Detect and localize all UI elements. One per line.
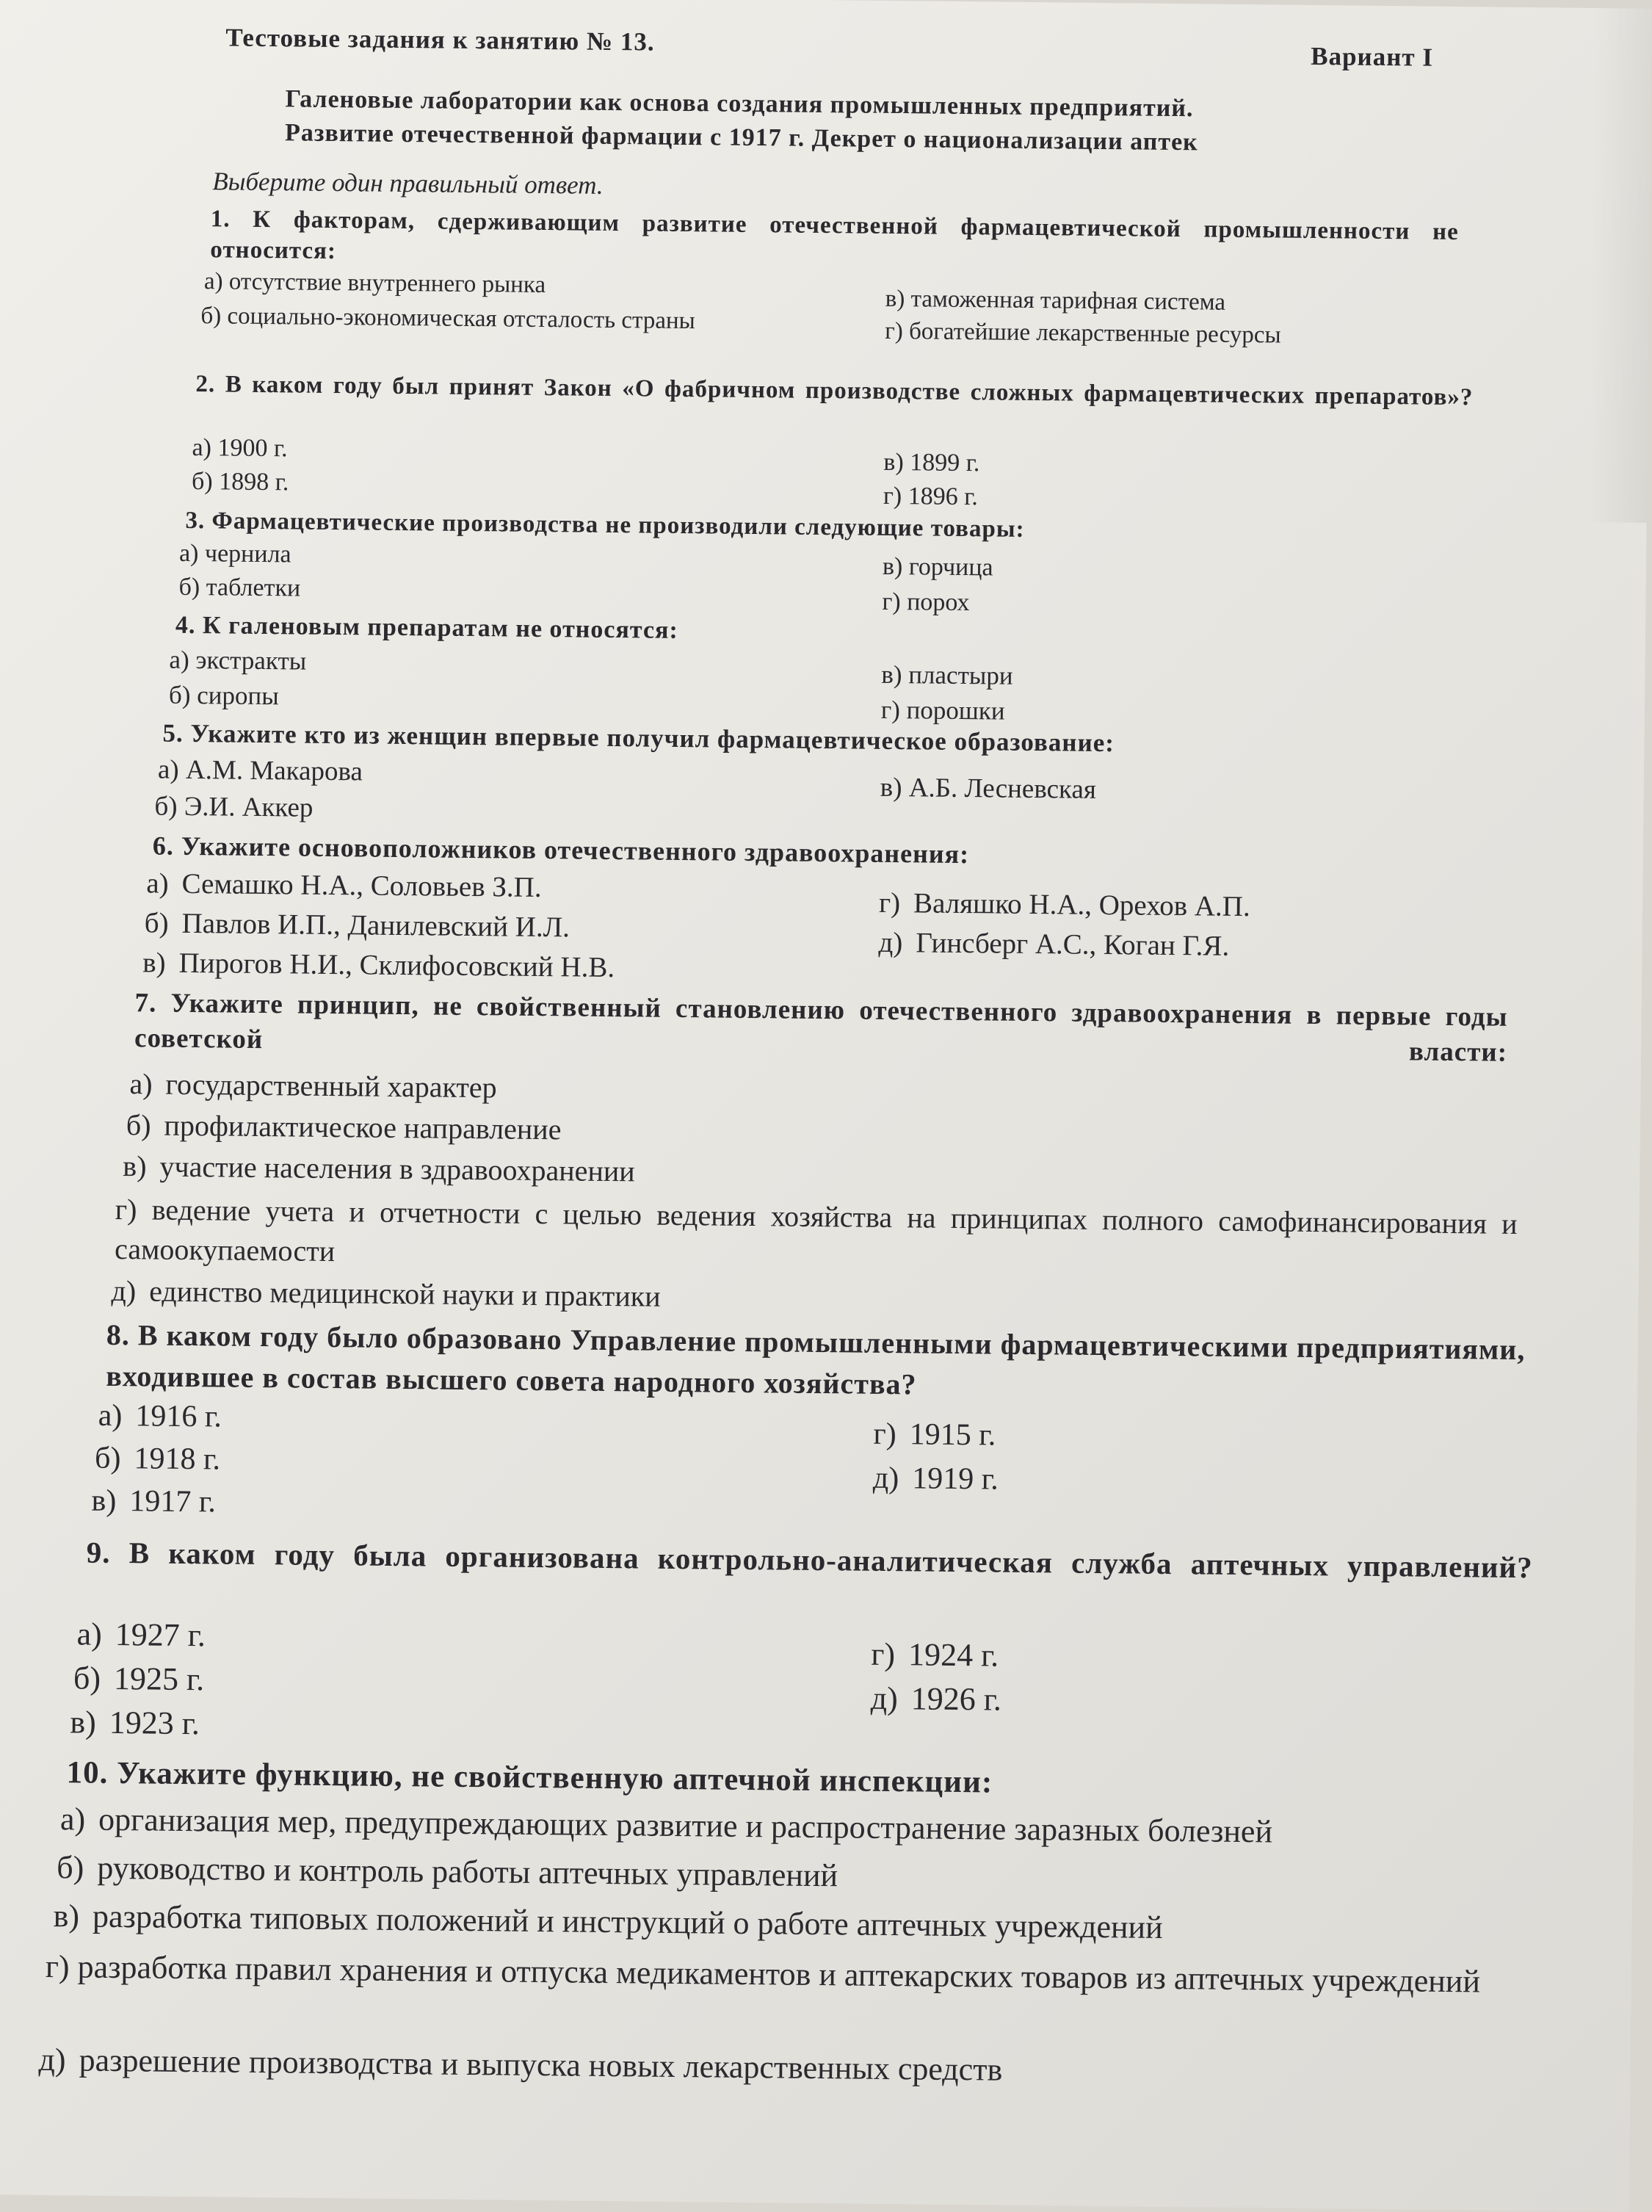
option-9a-text: 1927 г. xyxy=(115,1616,206,1654)
option-10a-text: организация мер, предупреждающих развитие и распространение заразных болезней xyxy=(98,1801,1273,1850)
option-7g: г) ведение учета и отчетности с целью ведения хозяйства на принципах полного самофинансирования и самоокупаемости xyxy=(114,1192,1518,1268)
option-9a xyxy=(76,1615,206,1654)
option-7v xyxy=(123,1149,635,1188)
option-5b: б) Э.И. Аккер xyxy=(154,791,314,823)
title-line-2: Развитие отечественной фармации с 1917 г. Декрет о национализации аптек xyxy=(284,119,1198,156)
option-6a-letter: а) xyxy=(146,867,169,900)
option-9g-text: 1924 г. xyxy=(907,1636,999,1674)
page-edge-shadow xyxy=(1588,8,1652,523)
question-7: 7. Укажите принцип, не свойственный становлению отечественного здравоохранения в первые годы советской власти: xyxy=(134,988,1508,1068)
option-6g-letter: г) xyxy=(878,886,901,919)
question-10: 10. Укажите функцию, не свойственную аптечной инспекции: xyxy=(66,1755,993,1800)
option-6b-text: Павлов И.П., Данилевский И.Л. xyxy=(181,907,570,944)
question-1: 1. К факторам, сдерживающим развитие отечественной фармацевтической промышленности не относится: xyxy=(210,206,1459,265)
option-8a-text: 1916 г. xyxy=(135,1399,222,1434)
option-6a-text: Семашко Н.А., Соловьев З.П. xyxy=(181,867,542,904)
option-10d-text: разрешение производства и выпуска новых лекарственных средств xyxy=(79,2042,1003,2088)
option-9a-letter: а) xyxy=(76,1616,103,1652)
option-7a-letter: а) xyxy=(129,1067,153,1101)
option-7b-letter: б) xyxy=(126,1108,151,1142)
option-6b xyxy=(145,906,570,944)
option-6g-text: Валяшко Н.А., Орехов А.П. xyxy=(913,887,1250,923)
option-9d-letter: д) xyxy=(870,1680,899,1717)
option-9g-letter: г) xyxy=(871,1635,896,1673)
option-9b-text: 1925 г. xyxy=(113,1660,205,1698)
option-6g xyxy=(879,886,1250,923)
option-8a-letter: а) xyxy=(98,1398,123,1434)
option-10v-letter: в) xyxy=(53,1898,80,1934)
option-5a: а) А.М. Макарова xyxy=(157,754,363,787)
option-10v xyxy=(53,1897,1163,1946)
option-8g-text: 1915 г. xyxy=(909,1417,996,1453)
option-1a: а) отсутствие внутреннего рынка xyxy=(203,268,546,299)
option-6b-letter: б) xyxy=(144,907,169,939)
option-1g: г) богатейшие лекарственные ресурсы xyxy=(885,317,1281,349)
option-6a xyxy=(146,867,542,904)
option-10d-letter: д) xyxy=(38,2041,66,2078)
question-3: 3. Фармацевтические производства не производили следующие товары: xyxy=(185,507,1025,543)
option-10a-letter: а) xyxy=(59,1801,86,1837)
option-9g xyxy=(871,1635,999,1674)
option-7a-text: государственный характер xyxy=(165,1067,497,1105)
title-line-1: Галеновые лаборатории как основа создания промышленных предприятий. xyxy=(285,85,1194,123)
option-7b-text: профилактическое направление xyxy=(164,1108,562,1146)
option-10b-text: руководство и контроль работы аптечных управлений xyxy=(97,1849,838,1894)
question-2: 2. В каком году был принят Закон «О фабричном производстве сложных фармацевтических препаратов»? xyxy=(195,371,1474,411)
option-9d-text: 1926 г. xyxy=(910,1680,1002,1718)
option-6d-letter: д) xyxy=(878,926,903,959)
option-4v: в) пластыри xyxy=(881,659,1013,690)
option-8b-letter: б) xyxy=(94,1441,121,1476)
option-9v-letter: в) xyxy=(70,1704,97,1741)
option-10d xyxy=(38,2041,1002,2089)
option-10a xyxy=(60,1800,1273,1850)
option-2g: г) 1896 г. xyxy=(883,482,979,511)
option-4g: г) порошки xyxy=(880,695,1005,726)
option-10g: г) разработка правил хранения и отпуска медикаментов и аптекарских товаров из аптечных учреждений xyxy=(45,1948,1481,2000)
question-6: 6. Укажите основоположников отечественного здравоохранения: xyxy=(152,831,970,870)
option-8d-letter: д) xyxy=(872,1461,899,1496)
option-6d xyxy=(878,926,1229,963)
option-6v-letter: в) xyxy=(142,947,166,979)
option-2v: в) 1899 г. xyxy=(883,448,980,477)
option-7b xyxy=(126,1107,562,1146)
question-5: 5. Укажите кто из женщин впервые получил фармацевтическое образование: xyxy=(162,718,1115,758)
option-3v: в) горчица xyxy=(882,552,993,582)
option-3b: б) таблетки xyxy=(178,573,301,602)
option-6v xyxy=(142,946,615,984)
instruction: Выберите один правильный ответ. xyxy=(212,167,604,200)
option-9v-text: 1923 г. xyxy=(109,1704,200,1742)
option-5v: в) А.Б. Лесневская xyxy=(880,772,1097,805)
option-4a: а) экстракты xyxy=(169,645,307,676)
option-4b: б) сиропы xyxy=(168,680,279,711)
question-4: 4. К галеновым препаратам не относятся: xyxy=(175,611,678,644)
option-8g xyxy=(873,1417,996,1453)
option-3a: а) чернила xyxy=(178,539,291,568)
option-6v-text: Пирогов Н.И., Склифосовский Н.В. xyxy=(178,947,615,984)
option-8b-text: 1918 г. xyxy=(134,1442,221,1477)
option-1v: в) таможенная тарифная система xyxy=(885,285,1226,316)
option-6d-text: Гинсберг А.С., Коган Г.Я. xyxy=(916,927,1230,962)
option-8v-text: 1917 г. xyxy=(129,1484,217,1519)
option-7a xyxy=(129,1066,497,1105)
option-9d xyxy=(871,1680,1002,1718)
option-7d-letter: д) xyxy=(111,1273,137,1308)
option-9b xyxy=(73,1659,205,1698)
option-8v xyxy=(91,1483,216,1520)
option-7v-letter: в) xyxy=(123,1149,147,1183)
document-title xyxy=(285,82,1460,162)
option-10b xyxy=(57,1848,838,1894)
option-10v-text: разработка типовых положений и инструкций о работе аптечных учреждений xyxy=(92,1898,1163,1945)
option-8g-letter: г) xyxy=(873,1417,897,1452)
variant-label: Вариант I xyxy=(1311,41,1434,72)
option-8d xyxy=(873,1461,999,1497)
option-8v-letter: в) xyxy=(91,1483,117,1518)
option-2a: а) 1900 г. xyxy=(192,433,288,463)
question-9: 9. В каком году была организована контрольно-аналитическая служба аптечных управлений? xyxy=(86,1535,1533,1585)
option-9b-letter: б) xyxy=(73,1660,101,1696)
option-8a xyxy=(98,1398,222,1435)
option-7v-text: участие населения в здравоохранении xyxy=(159,1149,635,1188)
question-8: 8. В каком году было образовано Управление промышленными фармацевтическими предприятиями, входившее в состав высшего совета народного хозяйства? xyxy=(106,1318,1526,1401)
option-8b xyxy=(95,1441,220,1478)
option-8d-text: 1919 г. xyxy=(912,1461,999,1497)
option-3g: г) порох xyxy=(882,588,970,617)
option-1b: б) социально-экономическая отсталость страны xyxy=(200,303,696,335)
option-2b: б) 1898 г. xyxy=(191,467,289,496)
option-7d xyxy=(111,1273,661,1314)
header-title: Тестовые задания к занятию № 13. xyxy=(225,23,655,57)
option-9v xyxy=(70,1703,200,1742)
option-10b-letter: б) xyxy=(57,1849,84,1886)
option-7d-text: единство медицинской науки и практики xyxy=(148,1274,661,1313)
